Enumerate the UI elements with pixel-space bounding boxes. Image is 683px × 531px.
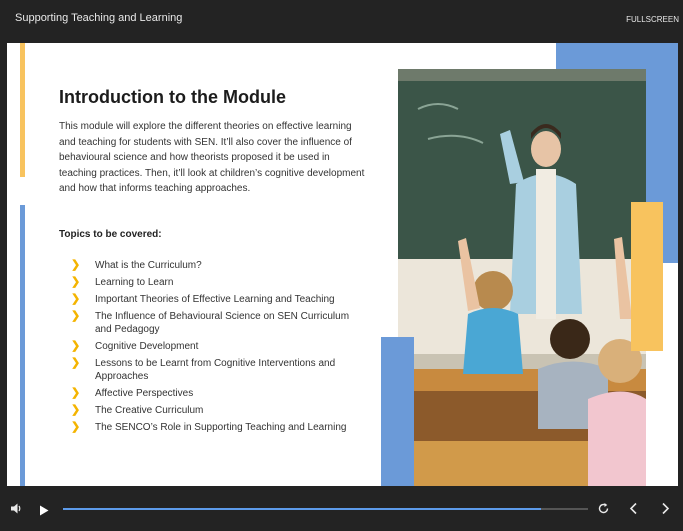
course-title: Supporting Teaching and Learning: [15, 12, 183, 24]
progress-fill: [63, 508, 541, 510]
list-item: [71, 340, 361, 353]
topic-label: Learning to Learn: [95, 277, 174, 288]
volume-icon[interactable]: [10, 502, 23, 520]
topics-label: Topics to be covered:: [59, 229, 162, 240]
classroom-photo: [398, 69, 646, 486]
play-icon[interactable]: [39, 503, 49, 521]
topic-label: The Influence of Behavioural Science on SEN Curriculum and Pedagogy: [95, 311, 350, 335]
list-item: [71, 293, 361, 306]
list-item: [71, 276, 361, 289]
next-icon[interactable]: [660, 502, 671, 520]
blue-accent-block-bottom: [381, 337, 414, 486]
player-controls: [0, 490, 683, 531]
list-item: [71, 404, 361, 417]
chevron-right-icon: ❯: [71, 259, 81, 271]
slide-canvas: [7, 43, 678, 486]
chevron-right-icon: ❯: [71, 293, 81, 305]
top-bar: [0, 0, 683, 40]
prev-icon[interactable]: [628, 502, 639, 520]
intro-text: This module will explore the different theories on effective learning and teaching for students with SEN. It’ll also cover the influence of behavioural science and how theorists proposed it be used in teaching practices. Then, it’ll look at children’s cognitive development and how that informs teaching approaches.: [59, 121, 365, 194]
yellow-accent-bar: [20, 43, 25, 177]
topic-label: Important Theories of Effective Learning and Teaching: [95, 294, 335, 305]
chevron-right-icon: ❯: [71, 387, 81, 399]
topic-label: Affective Perspectives: [95, 388, 194, 399]
slide-heading: Introduction to the Module: [59, 87, 286, 107]
list-item: [71, 310, 361, 336]
list-item: [71, 259, 361, 272]
list-item: [71, 357, 361, 383]
progress-bar[interactable]: [63, 508, 588, 510]
list-item: [71, 387, 361, 400]
chevron-right-icon: ❯: [71, 276, 81, 288]
chevron-right-icon: ❯: [71, 310, 81, 322]
topic-label: The SENCO’s Role in Supporting Teaching and Learning: [95, 422, 347, 433]
chevron-right-icon: ❯: [71, 357, 81, 369]
replay-icon[interactable]: [597, 502, 610, 520]
list-item: [71, 421, 361, 434]
topic-label: What is the Curriculum?: [95, 260, 202, 271]
topics-list: [71, 259, 361, 438]
topic-label: Lessons to be Learnt from Cognitive Interventions and Approaches: [95, 358, 336, 382]
chevron-right-icon: ❯: [71, 340, 81, 352]
chevron-right-icon: ❯: [71, 404, 81, 416]
yellow-accent-block: [631, 202, 663, 351]
blue-accent-bar: [20, 205, 25, 486]
fullscreen-button[interactable]: FULLSCREEN: [626, 15, 679, 24]
topic-label: Cognitive Development: [95, 341, 199, 352]
topic-label: The Creative Curriculum: [95, 405, 204, 416]
chevron-right-icon: ❯: [71, 421, 81, 433]
